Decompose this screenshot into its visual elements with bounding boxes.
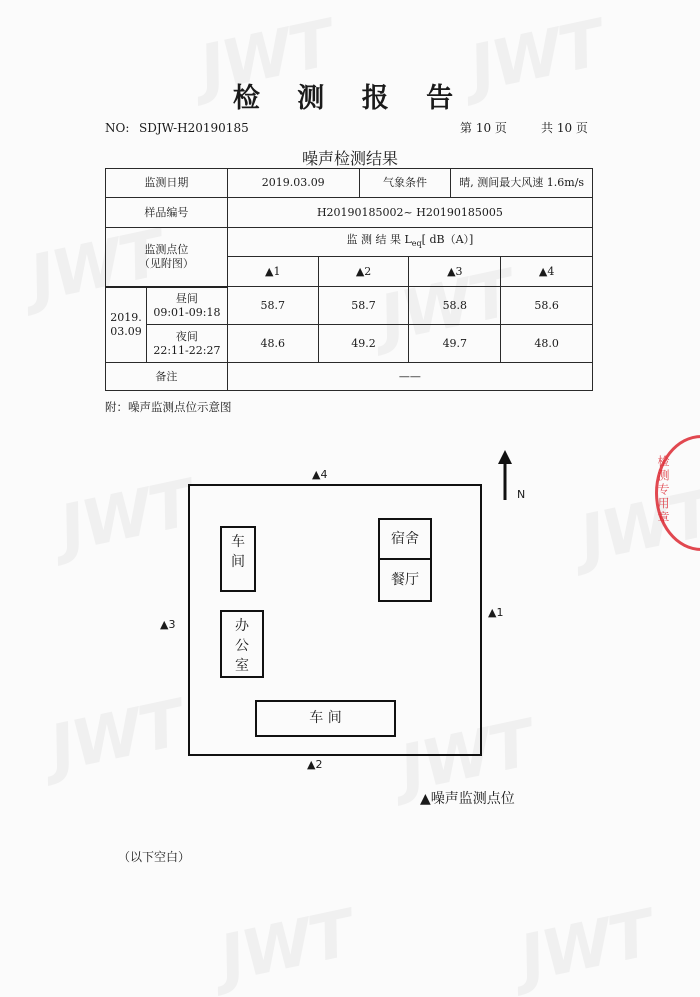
period-time: 09:01-09:18 bbox=[153, 305, 221, 319]
workshop-left-building bbox=[220, 526, 256, 592]
watermark-logo bbox=[214, 897, 359, 997]
sample-label: 样品编号 bbox=[106, 198, 228, 228]
monitoring-point-2: ▲2 bbox=[307, 758, 323, 771]
attachment-note: 附：噪声监测点位示意图 bbox=[105, 400, 232, 414]
weather-value: 晴, 测间最大风速 1.6m/s bbox=[451, 169, 593, 198]
point-header-4: ▲4 bbox=[501, 257, 593, 287]
site-diagram bbox=[140, 450, 560, 810]
remark-label: 备注 bbox=[106, 363, 228, 391]
period-cell bbox=[146, 325, 227, 363]
result-header-sub: eq bbox=[411, 239, 422, 249]
date-group-line2: 03.09 bbox=[110, 324, 142, 338]
report-title: 检 测 报 告 bbox=[232, 83, 468, 114]
monitoring-point-1: ▲1 bbox=[488, 606, 504, 619]
value-cell: 58.7 bbox=[318, 287, 409, 325]
blank-note: （以下空白） bbox=[118, 850, 191, 864]
monitoring-point-4: ▲4 bbox=[312, 468, 328, 481]
workshop-bottom-building bbox=[255, 700, 396, 737]
workshop-bottom-label: 车 间 bbox=[309, 710, 342, 726]
canteen-building bbox=[378, 560, 432, 602]
value-cell: 48.0 bbox=[501, 325, 593, 363]
dormitory-building bbox=[378, 518, 432, 560]
official-seal-text: 检测专用章 bbox=[656, 455, 670, 525]
office-building bbox=[220, 610, 264, 678]
date-group-line1: 2019. bbox=[110, 310, 142, 324]
point-label-line1: 监测点位 bbox=[144, 242, 189, 256]
result-header-suffix: [ dB（A）] bbox=[421, 232, 474, 246]
page-number: 第 10 页 bbox=[460, 121, 507, 135]
period-name: 昼间 bbox=[175, 291, 198, 305]
section-title: 噪声检测结果 bbox=[301, 149, 398, 168]
value-cell: 49.7 bbox=[409, 325, 501, 363]
office-label: 办公室 bbox=[235, 618, 249, 674]
sample-value: H20190185002~ H20190185005 bbox=[227, 198, 592, 228]
result-header bbox=[227, 228, 592, 257]
dormitory-label: 宿舍 bbox=[391, 531, 419, 547]
value-cell: 58.7 bbox=[227, 287, 318, 325]
period-time: 22:11-22:27 bbox=[153, 343, 221, 357]
north-arrow-icon bbox=[496, 450, 516, 502]
weather-label: 气象条件 bbox=[359, 169, 451, 198]
workshop-left-label: 车间 bbox=[231, 534, 245, 570]
total-pages: 共 10 页 bbox=[541, 121, 588, 135]
period-name: 夜间 bbox=[175, 329, 198, 343]
report-number: SDJW-H20190185 bbox=[139, 121, 249, 135]
point-label bbox=[106, 228, 228, 287]
value-cell: 48.6 bbox=[227, 325, 318, 363]
point-header-1: ▲1 bbox=[227, 257, 318, 287]
report-number-label: NO: bbox=[105, 121, 130, 135]
result-header-prefix: 监 测 结 果 L bbox=[346, 232, 412, 246]
noise-results-table bbox=[105, 168, 593, 391]
point-header-2: ▲2 bbox=[318, 257, 409, 287]
date-value: 2019.03.09 bbox=[227, 169, 359, 198]
legend: ▲噪声监测点位 bbox=[420, 791, 515, 807]
date-group bbox=[106, 287, 147, 363]
value-cell: 49.2 bbox=[318, 325, 409, 363]
point-label-line2: （见附图） bbox=[138, 256, 194, 270]
canteen-label: 餐厅 bbox=[391, 572, 419, 588]
period-cell bbox=[146, 287, 227, 325]
point-header-3: ▲3 bbox=[409, 257, 501, 287]
remark-value: —— bbox=[227, 363, 592, 391]
value-cell: 58.8 bbox=[409, 287, 501, 325]
north-label: N bbox=[517, 488, 526, 501]
monitoring-point-3: ▲3 bbox=[160, 618, 176, 631]
date-label: 监测日期 bbox=[106, 169, 228, 198]
watermark-logo bbox=[514, 897, 659, 997]
table-row-night bbox=[106, 325, 593, 363]
table-row-day bbox=[106, 287, 593, 325]
value-cell: 58.6 bbox=[501, 287, 593, 325]
